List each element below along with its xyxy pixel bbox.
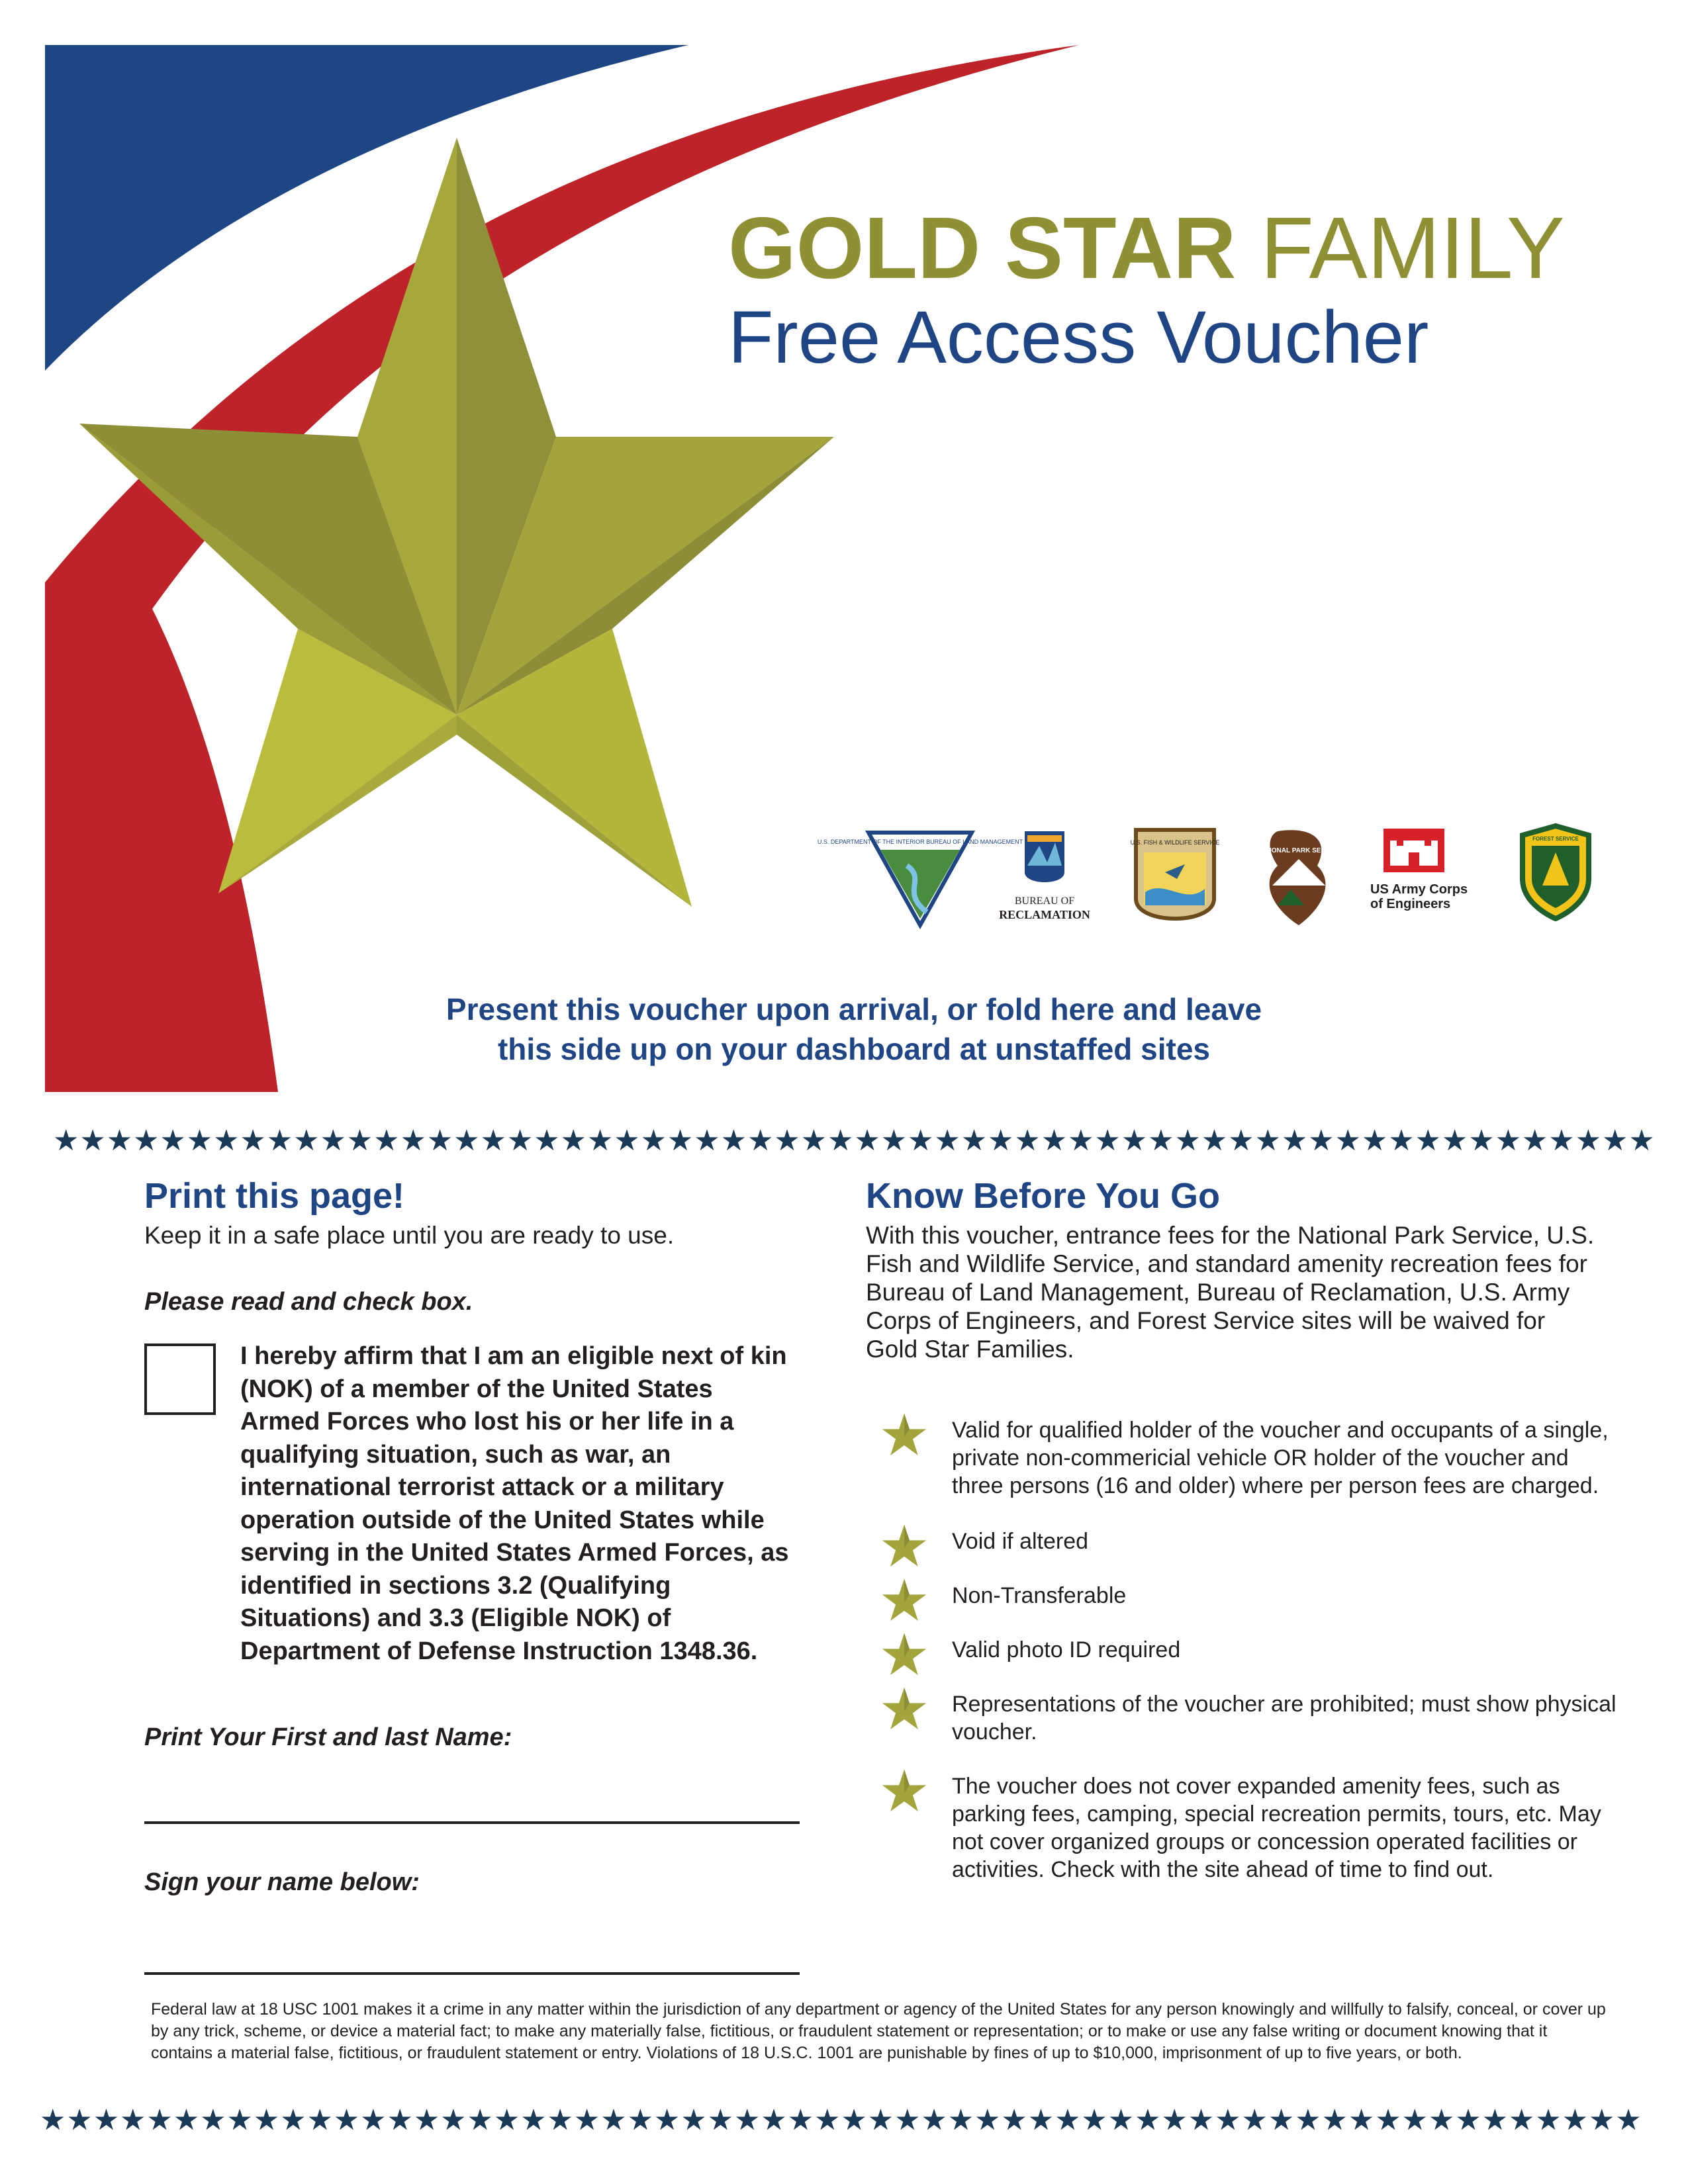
name-label: Print Your First and last Name: [144,1723,512,1751]
divider-star-icon: ★ [560,1124,586,1157]
divider-star-icon: ★ [1401,2104,1428,2136]
divider-star-icon: ★ [1615,2104,1642,2136]
divider-star-icon: ★ [79,1124,106,1157]
page-subtitle: Free Access Voucher [728,296,1429,379]
fish-wildlife-service-icon [1131,830,1220,919]
divider-star-icon: ★ [1508,2104,1535,2136]
divider-star-icon: ★ [1575,1124,1602,1157]
divider-star-icon: ★ [774,1124,800,1157]
svg-text:US Army Corps: US Army Corps [1370,882,1468,897]
list-item [880,1772,1622,1884]
divider-star-icon: ★ [1094,1124,1121,1157]
divider-star-icon: ★ [867,2104,894,2136]
divider-star-icon: ★ [1601,1124,1628,1157]
divider-star-icon: ★ [1081,2104,1107,2136]
list-item [880,1416,1622,1500]
divider-star-icon: ★ [1295,2104,1321,2136]
svg-text:FOREST SERVICE: FOREST SERVICE [1532,836,1579,842]
divider-star-icon: ★ [1455,2104,1481,2136]
divider-star-icon: ★ [66,2104,93,2136]
divider-star-icon: ★ [974,2104,1001,2136]
keep-text: Keep it in a safe place until you are ready to use. [144,1222,675,1249]
divider-star-icon: ★ [1001,2104,1027,2136]
divider-star-icon: ★ [1281,1124,1308,1157]
know-heading: Know Before You Go [866,1176,1221,1216]
divider-star-icon: ★ [761,2104,787,2136]
divider-star-icon: ★ [146,2104,173,2136]
divider-star-icon: ★ [627,2104,654,2136]
present-notice [291,989,1417,1069]
divider-star-icon: ★ [827,1124,854,1157]
fold-star-divider [53,1125,1655,1157]
affirm-checkbox[interactable] [144,1343,216,1415]
divider-star-icon: ★ [921,2104,947,2136]
divider-star-icon: ★ [667,1124,694,1157]
divider-star-icon: ★ [493,2104,520,2136]
divider-star-icon: ★ [360,2104,387,2136]
divider-star-icon: ★ [1628,1124,1655,1157]
divider-star-icon: ★ [1201,1124,1228,1157]
divider-star-icon: ★ [320,1124,346,1157]
divider-star-icon: ★ [1254,1124,1281,1157]
divider-star-icon: ★ [1481,2104,1509,2136]
divider-star-icon: ★ [880,1124,908,1157]
gold-star-bullet-icon [880,1576,928,1624]
divider-star-icon: ★ [280,2104,306,2136]
divider-star-icon: ★ [1321,2104,1348,2136]
divider-star-icon: ★ [53,1124,79,1157]
divider-star-icon: ★ [226,2104,253,2136]
divider-star-icon: ★ [306,2104,333,2136]
signature-line[interactable] [144,1972,800,1975]
svg-text:BUREAU OF: BUREAU OF [1014,895,1075,907]
divider-star-icon: ★ [453,1124,480,1157]
divider-star-icon: ★ [1014,1124,1041,1157]
divider-star-icon: ★ [346,1124,373,1157]
title-bold: GOLD STAR [728,199,1237,296]
print-heading: Print this page! [144,1176,405,1216]
divider-star-icon: ★ [653,2104,680,2136]
divider-star-icon: ★ [1188,2104,1215,2136]
list-item-text: Representations of the voucher are prohibited; must show physical voucher. [952,1692,1617,1745]
divider-star-icon: ★ [694,1124,720,1157]
know-intro: With this voucher, entrance fees for the National Park Service, U.S. Fish and Wildlife Service, and standard amenity recreation fees for Bureau of Land Management, Bureau of Reclamation, U.S. Army Corps of Engineers, and Forest Service sites will be waived for Gold Star Families. [866,1222,1595,1363]
divider-star-icon: ★ [1107,2104,1135,2136]
divider-star-icon: ★ [908,1124,934,1157]
divider-star-icon: ★ [800,1124,827,1157]
list-item-text: Valid for qualified holder of the voucher and occupants of a single, private non-commericial vehicle OR holder of the voucher and three persons (16 and older) where per person fees are charged. [952,1418,1609,1498]
gold-star-bullet-icon [880,1631,928,1678]
divider-star-icon: ★ [614,1124,640,1157]
arrowhead-icon [1256,830,1341,925]
divider-star-icon: ★ [333,2104,360,2136]
divider-star-icon: ★ [400,1124,426,1157]
divider-star-icon: ★ [467,2104,493,2136]
divider-star-icon: ★ [373,1124,400,1157]
divider-star-icon: ★ [1535,2104,1562,2136]
agency-logos [817,826,1622,938]
divider-star-icon: ★ [934,1124,961,1157]
svg-text:NATIONAL PARK SERVICE: NATIONAL PARK SERVICE [1256,847,1341,854]
list-item [880,1582,1622,1610]
divider-star-icon: ★ [1348,2104,1375,2136]
divider-star-icon: ★ [440,2104,467,2136]
divider-star-icon: ★ [253,2104,280,2136]
title-light: FAMILY [1260,199,1565,296]
divider-star-icon: ★ [947,2104,974,2136]
forest-service-shield-icon [1523,826,1589,919]
divider-star-icon: ★ [1027,2104,1055,2136]
divider-star-icon: ★ [1495,1124,1522,1157]
divider-star-icon: ★ [1415,1124,1441,1157]
svg-text:of Engineers: of Engineers [1370,897,1451,911]
divider-star-icon: ★ [961,1124,988,1157]
divider-star-icon: ★ [387,2104,413,2136]
castle-icon [1370,829,1468,911]
divider-star-icon: ★ [733,2104,761,2136]
divider-star-icon: ★ [200,2104,226,2136]
divider-star-icon: ★ [1468,1124,1495,1157]
divider-star-icon: ★ [480,1124,506,1157]
divider-star-icon: ★ [1308,1124,1335,1157]
list-item-text: Void if altered [952,1529,1089,1554]
divider-star-icon: ★ [1161,2104,1188,2136]
divider-star-icon: ★ [841,2104,867,2136]
divider-star-icon: ★ [1388,1124,1415,1157]
divider-star-icon: ★ [1174,1124,1201,1157]
sign-label: Sign your name below: [144,1868,420,1896]
divider-star-icon: ★ [640,1124,667,1157]
divider-star-icon: ★ [1441,1124,1468,1157]
divider-star-icon: ★ [120,2104,146,2136]
list-item [880,1690,1622,1746]
divider-star-icon: ★ [266,1124,293,1157]
divider-star-icon: ★ [93,2104,120,2136]
divider-star-icon: ★ [1588,2104,1615,2136]
divider-star-icon: ★ [600,2104,627,2136]
divider-star-icon: ★ [293,1124,320,1157]
divider-star-icon: ★ [1121,1124,1148,1157]
divider-star-icon: ★ [1068,1124,1094,1157]
list-item-text: Non-Transferable [952,1583,1127,1608]
legal-disclaimer: Federal law at 18 USC 1001 makes it a crime in any matter within the jurisdiction of any department or agency of the United States for any person knowingly and willfully to falsify, conceal, or cover up by any trick, scheme, or device a material fact; to make any materially false, fictitious, or fraudulent statement or representation; or to make or use any false writing or document knowing that it contains a material false, fictitious, or fraudulent statement or entry. Violations of 18 U.S.C. 1001 are punishable by fines of up to $10,000, imprisonment of up to five years, or both. [151,2000,1606,2062]
divider-star-icon: ★ [1041,1124,1068,1157]
divider-star-icon: ★ [1241,2104,1268,2136]
divider-star-icon: ★ [133,1124,160,1157]
list-item [880,1527,1622,1555]
list-item-text: The voucher does not cover expanded amenity fees, such as parking fees, camping, special recreation permits, tours, etc. May not cover organized groups or concession operated facilities or activities. Check with the site ahead of time to find out. [952,1774,1601,1882]
divider-star-icon: ★ [1562,2104,1589,2136]
divider-star-icon: ★ [106,1124,133,1157]
conditions-list [880,1416,1622,1884]
svg-text:U.S. FISH & WILDLIFE SERVICE: U.S. FISH & WILDLIFE SERVICE [1130,839,1220,846]
list-item [880,1636,1622,1664]
divider-star-icon: ★ [186,1124,213,1157]
divider-star-icon: ★ [988,1124,1014,1157]
divider-star-icon: ★ [854,1124,880,1157]
divider-star-icon: ★ [40,2104,66,2136]
list-item-text: Valid photo ID required [952,1637,1181,1662]
gold-star-bullet-icon [880,1685,928,1733]
divider-star-icon: ★ [213,1124,240,1157]
divider-star-icon: ★ [814,2104,841,2136]
divider-star-icon: ★ [506,1124,534,1157]
divider-star-icon: ★ [1375,2104,1401,2136]
divider-star-icon: ★ [426,1124,453,1157]
divider-star-icon: ★ [573,2104,600,2136]
present-notice-line-1: Present this voucher upon arrival, or fold here and leave [445,992,1262,1026]
divider-star-icon: ★ [1428,2104,1455,2136]
name-line[interactable] [144,1821,800,1824]
title-line-1 [728,199,1655,298]
divider-star-icon: ★ [520,2104,547,2136]
divider-star-icon: ★ [413,2104,440,2136]
check-instruction: Please read and check box. [144,1288,473,1316]
divider-star-icon: ★ [1148,1124,1174,1157]
divider-star-icon: ★ [1228,1124,1254,1157]
divider-star-icon: ★ [707,2104,734,2136]
divider-star-icon: ★ [1268,2104,1295,2136]
svg-text:U.S. DEPARTMENT OF THE INTERIO: U.S. DEPARTMENT OF THE INTERIOR BUREAU OF LAND MANAGEMENT [817,839,1023,845]
divider-star-icon: ★ [1361,1124,1388,1157]
divider-star-icon: ★ [160,1124,186,1157]
divider-star-icon: ★ [1215,2104,1241,2136]
divider-star-icon: ★ [1055,2104,1081,2136]
divider-star-icon: ★ [894,2104,921,2136]
divider-star-icon: ★ [680,2104,707,2136]
divider-star-icon: ★ [534,1124,560,1157]
divider-star-icon: ★ [720,1124,747,1157]
gold-star-bullet-icon [880,1411,928,1459]
svg-text:RECLAMATION: RECLAMATION [999,908,1090,921]
gold-star-bullet-icon [880,1767,928,1815]
gold-star-bullet-icon [880,1522,928,1570]
divider-star-icon: ★ [586,1124,614,1157]
present-notice-line-2: this side up on your dashboard at unstaffed sites [497,1032,1211,1066]
divider-star-icon: ★ [1335,1124,1361,1157]
divider-star-icon: ★ [1135,2104,1161,2136]
divider-star-icon: ★ [787,2104,814,2136]
divider-star-icon: ★ [747,1124,774,1157]
affirmation-text: I hereby affirm that I am an eligible next of kin (NOK) of a member of the United States Armed Forces who lost his or her life in a qualifying situation, such as war, an international terrorist attack or a military operation outside of the United States while serving in the United States Armed Forces, as identified in sections 3.2 (Qualifying Situations) and 3.3 (Eligible NOK) of Department of Defense Instruction 1348.36. [240,1342,789,1665]
divider-star-icon: ★ [547,2104,573,2136]
divider-star-icon: ★ [1548,1124,1575,1157]
divider-star-icon: ★ [240,1124,266,1157]
divider-star-icon: ★ [173,2104,200,2136]
bottom-star-divider [40,2105,1642,2136]
divider-star-icon: ★ [1521,1124,1548,1157]
